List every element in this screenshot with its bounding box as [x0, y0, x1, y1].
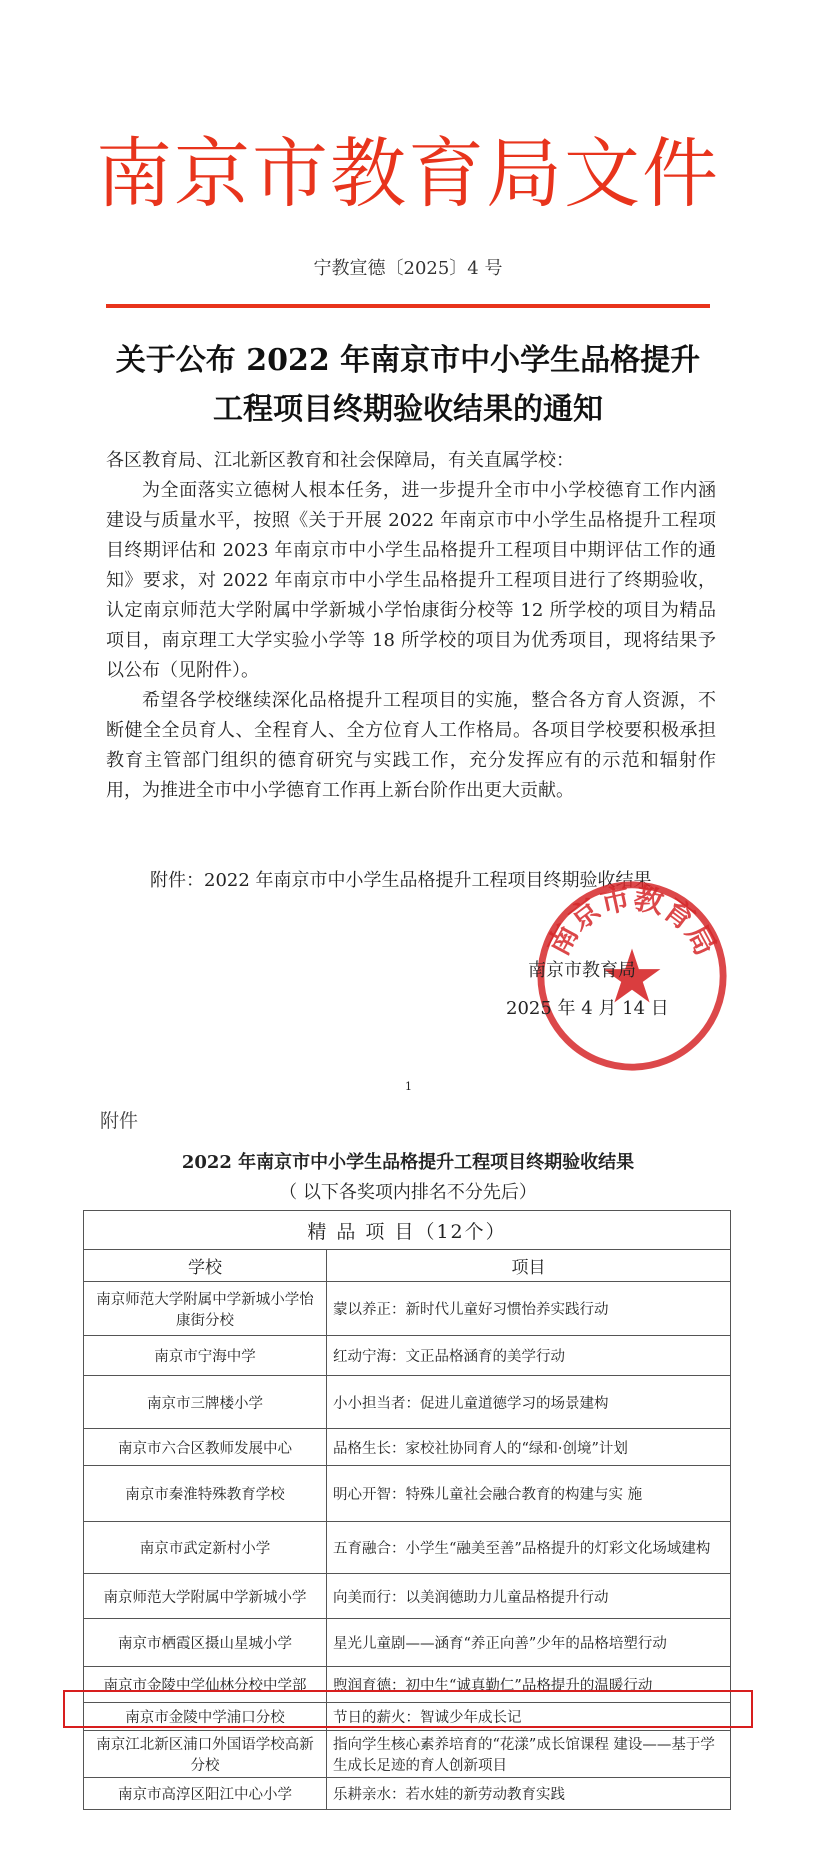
salutation: 各区教育局、江北新区教育和社会保障局，有关直属学校：	[106, 450, 574, 471]
document-number: 宁教宣德〔2025〕4 号	[313, 258, 503, 279]
project-cell: 向美而行：以美润德助力儿童品格提升行动	[327, 1574, 731, 1619]
red-divider	[106, 304, 710, 308]
school-cell: 南京市金陵中学浦口分校	[84, 1703, 327, 1731]
table-row	[84, 1336, 731, 1376]
column-header-project: 项目	[327, 1250, 731, 1282]
page-number: 1	[405, 1080, 412, 1093]
highlight-box	[63, 1690, 753, 1728]
attachment-title: 2022 年南京市中小学生品格提升工程项目终期验收结果	[181, 1152, 635, 1173]
notice-body	[106, 446, 716, 806]
project-cell: 五育融合：小学生“融美至善”品格提升的灯彩文化场域建构	[327, 1522, 731, 1574]
document-header-title: 南京市教育局文件	[96, 129, 720, 218]
table-row	[84, 1731, 731, 1778]
notice-title-line2: 工程项目终期验收结果的通知	[213, 392, 603, 427]
category-header: 精 品 项 目（12个）	[84, 1211, 731, 1250]
school-cell: 南京市高淳区阳江中心小学	[84, 1778, 327, 1810]
column-header-row	[84, 1250, 731, 1282]
body-paragraph-1: 为全面落实立德树人根本任务，进一步提升全市中小学校德育工作内涵建设与质量水平，按照《关于开展 2022 年南京市中小学生品格提升工程项目终期评估和 2023 年南京市中小学生品格提升工程项目中期评估工作的通知》要求，对 2022 年南京市中小学生品格提升工程项目进行了终期验收，认定南京师范大学附属中学新城小学怡康街分校等 12 所学校的项目为精品项目，南京理工大学实验小学等 18 所学校的项目为优秀项目，现将结果予以公布（见附件）。	[106, 480, 716, 681]
project-cell: 指向学生核心素养培育的“花漾”成长馆课程 建设——基于学生成长足迹的育人创新项目	[327, 1731, 731, 1778]
table-row	[84, 1522, 731, 1574]
school-cell: 南京师范大学附属中学新城小学	[84, 1574, 327, 1619]
project-cell: 蒙以养正：新时代儿童好习惯怡养实践行动	[327, 1282, 731, 1336]
seal-text: 南京市教育局	[540, 880, 724, 961]
school-cell: 南京市栖霞区摄山星城小学	[84, 1619, 327, 1667]
project-cell: 品格生长：家校社协同育人的“绿和·创境”计划	[327, 1429, 731, 1466]
table-row	[84, 1619, 731, 1667]
project-cell: 红动宁海：文正品格涵育的美学行动	[327, 1336, 731, 1376]
school-cell: 南京市武定新村小学	[84, 1522, 327, 1574]
table-row	[84, 1574, 731, 1619]
table-row	[84, 1466, 731, 1522]
project-cell: 小小担当者：促进儿童道德学习的场景建构	[327, 1376, 731, 1429]
project-cell: 煦润育德：初中生“诚真勤仁”品格提升的温暖行动	[327, 1667, 731, 1703]
column-header-school: 学校	[84, 1250, 327, 1282]
project-cell: 乐耕亲水：若水娃的新劳动教育实践	[327, 1778, 731, 1810]
table-row	[84, 1429, 731, 1466]
project-cell: 星光儿童剧——涵育“养正向善”少年的品格培塑行动	[327, 1619, 731, 1667]
notice-title-line1: 关于公布 2022 年南京市中小学生品格提升	[115, 343, 701, 378]
school-cell: 南京市三牌楼小学	[84, 1376, 327, 1429]
school-cell: 南京市宁海中学	[84, 1336, 327, 1376]
table-row	[84, 1282, 731, 1336]
project-cell: 明心开智：特殊儿童社会融合教育的构建与实 施	[327, 1466, 731, 1522]
issue-date: 2025 年 4 月 14 日	[506, 998, 669, 1019]
body-paragraph-2: 希望各学校继续深化品格提升工程项目的实施，整合各方育人资源，不断健全全员育人、全程育人、全方位育人工作格局。各项目学校要积极承担教育主管部门组织的德育研究与实践工作，充分发挥应有的示范和辐射作用，为推进全市中小学德育工作再上新台阶作出更大贡献。	[106, 690, 716, 801]
table-row	[84, 1778, 731, 1810]
school-cell: 南京市秦淮特殊教育学校	[84, 1466, 327, 1522]
notice-title	[0, 336, 816, 434]
school-cell: 南京江北新区浦口外国语学校高新分校	[84, 1731, 327, 1778]
school-cell: 南京市六合区教师发展中心	[84, 1429, 327, 1466]
attachment-reference: 附件：2022 年南京市中小学生品格提升工程项目终期验收结果	[150, 870, 652, 891]
attachment-label: 附件	[100, 1110, 139, 1132]
school-cell: 南京市金陵中学仙林分校中学部	[84, 1667, 327, 1703]
table-row	[84, 1376, 731, 1429]
school-cell: 南京师范大学附属中学新城小学怡康街分校	[84, 1282, 327, 1336]
issuer-name: 南京市教育局	[528, 960, 636, 981]
attachment-subtitle: （ 以下各奖项内排名不分先后）	[279, 1182, 537, 1203]
category-row	[84, 1211, 731, 1250]
project-cell: 节日的薪火：智诚少年成长记	[327, 1703, 731, 1731]
